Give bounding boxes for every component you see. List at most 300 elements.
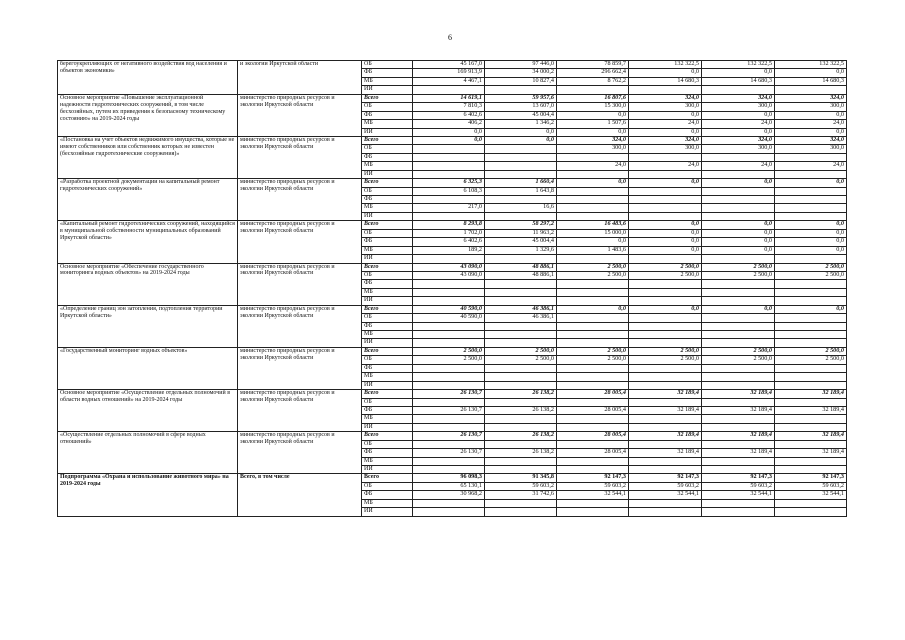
- amount-cell: [557, 440, 629, 448]
- amount-cell: [629, 364, 702, 372]
- amount-cell: 59 603,2: [557, 482, 629, 490]
- budget-table: [57, 60, 847, 517]
- funding-source-cell: ФБ: [362, 280, 413, 288]
- amount-cell: [413, 423, 485, 431]
- amount-cell: 0,0: [775, 229, 847, 237]
- funding-source-cell: ОБ: [362, 103, 413, 111]
- amount-cell: [702, 381, 775, 389]
- amount-cell: 6 402,6: [413, 238, 485, 246]
- activity-name-cell: «Разработка проектной документации на капитальный ремонт гидротехнических сооружений»: [58, 179, 238, 221]
- amount-cell: 0,0: [775, 238, 847, 246]
- funding-source-cell: ОБ: [362, 187, 413, 195]
- amount-cell: 189,2: [413, 246, 485, 254]
- amount-cell: [702, 466, 775, 474]
- amount-cell: 26 138,2: [485, 406, 557, 414]
- funding-source-cell: ФБ: [362, 111, 413, 119]
- amount-cell: [702, 499, 775, 507]
- amount-cell: [557, 297, 629, 305]
- amount-cell: 0,0: [557, 179, 629, 187]
- amount-cell: [485, 466, 557, 474]
- amount-cell: [775, 204, 847, 212]
- amount-cell: 32 189,4: [775, 406, 847, 414]
- table-row: [58, 61, 847, 69]
- amount-cell: 92 147,3: [557, 474, 629, 482]
- amount-cell: [629, 204, 702, 212]
- amount-cell: [485, 145, 557, 153]
- amount-cell: [413, 170, 485, 178]
- amount-cell: 48 886,1: [485, 263, 557, 271]
- amount-cell: [702, 440, 775, 448]
- amount-cell: 300,0: [629, 145, 702, 153]
- funding-source-cell: ФБ: [362, 449, 413, 457]
- amount-cell: 0,0: [629, 179, 702, 187]
- table-row: [58, 390, 847, 398]
- amount-cell: [702, 288, 775, 296]
- amount-cell: 0,0: [702, 221, 775, 229]
- amount-cell: [557, 196, 629, 204]
- amount-cell: [485, 499, 557, 507]
- amount-cell: [629, 457, 702, 465]
- amount-cell: [413, 297, 485, 305]
- amount-cell: 2 500,0: [557, 263, 629, 271]
- amount-cell: [413, 440, 485, 448]
- amount-cell: [775, 297, 847, 305]
- amount-cell: [629, 288, 702, 296]
- amount-cell: 32 189,4: [702, 406, 775, 414]
- amount-cell: [629, 212, 702, 220]
- amount-cell: 296 662,4: [557, 69, 629, 77]
- amount-cell: 6 108,3: [413, 187, 485, 195]
- amount-cell: [413, 255, 485, 263]
- funding-source-cell: МБ: [362, 77, 413, 85]
- amount-cell: [702, 423, 775, 431]
- amount-cell: 26 130,7: [413, 390, 485, 398]
- amount-cell: [485, 297, 557, 305]
- amount-cell: 40 590,0: [413, 314, 485, 322]
- amount-cell: [702, 212, 775, 220]
- amount-cell: 2 500,0: [629, 263, 702, 271]
- activity-name-cell: Основное мероприятие «Повышение эксплуатационной надежности гидротехнических сооружений, в том числе бесхозяйных, путем их приведения к безопасному техническому состоянию» на 2019-2024 годы: [58, 94, 238, 136]
- amount-cell: [485, 288, 557, 296]
- amount-cell: 13 607,0: [485, 103, 557, 111]
- funding-source-cell: ИИ: [362, 381, 413, 389]
- amount-cell: 0,0: [775, 246, 847, 254]
- amount-cell: 0,0: [629, 246, 702, 254]
- executor-cell: министерство природных ресурсов и экологии Иркутской области: [238, 136, 362, 178]
- amount-cell: [629, 322, 702, 330]
- amount-cell: 26 138,2: [485, 449, 557, 457]
- table-row: [58, 347, 847, 355]
- funding-source-cell: ИИ: [362, 170, 413, 178]
- amount-cell: [702, 153, 775, 161]
- page-number: 6: [448, 33, 452, 42]
- amount-cell: [775, 187, 847, 195]
- amount-cell: [557, 499, 629, 507]
- table-row: [58, 136, 847, 144]
- amount-cell: 324,0: [557, 136, 629, 144]
- funding-source-cell: ИИ: [362, 339, 413, 347]
- amount-cell: [702, 280, 775, 288]
- executor-cell: министерство природных ресурсов и экологии Иркутской области: [238, 94, 362, 136]
- amount-cell: [775, 86, 847, 94]
- amount-cell: [485, 381, 557, 389]
- funding-source-cell: ФБ: [362, 238, 413, 246]
- amount-cell: [775, 212, 847, 220]
- amount-cell: [702, 373, 775, 381]
- funding-source-cell: Всего: [362, 474, 413, 482]
- amount-cell: [775, 339, 847, 347]
- amount-cell: [775, 423, 847, 431]
- amount-cell: 324,0: [702, 94, 775, 102]
- amount-cell: [702, 196, 775, 204]
- table-row: [58, 474, 847, 482]
- amount-cell: 32 544,1: [775, 491, 847, 499]
- funding-source-cell: ОБ: [362, 482, 413, 490]
- activity-name-cell: «Государственный мониторинг водных объектов»: [58, 347, 238, 389]
- amount-cell: 28 005,4: [557, 390, 629, 398]
- amount-cell: [557, 364, 629, 372]
- amount-cell: [702, 187, 775, 195]
- amount-cell: [629, 297, 702, 305]
- amount-cell: [775, 153, 847, 161]
- amount-cell: 26 130,7: [413, 432, 485, 440]
- amount-cell: 92 147,3: [702, 474, 775, 482]
- amount-cell: 92 147,3: [629, 474, 702, 482]
- amount-cell: 14 680,3: [775, 77, 847, 85]
- funding-source-cell: Всего: [362, 432, 413, 440]
- amount-cell: 46 386,1: [485, 314, 557, 322]
- amount-cell: 24,0: [629, 120, 702, 128]
- funding-source-cell: ИИ: [362, 255, 413, 263]
- amount-cell: 1 643,8: [485, 187, 557, 195]
- amount-cell: 300,0: [775, 103, 847, 111]
- amount-cell: 1 702,0: [413, 229, 485, 237]
- amount-cell: 2 500,0: [557, 347, 629, 355]
- amount-cell: [557, 204, 629, 212]
- activity-name-cell: Основное мероприятие «Осуществление отдельных полномочий в области водных отношений» на 2019-2024 годы: [58, 390, 238, 432]
- funding-source-cell: Всего: [362, 305, 413, 313]
- funding-source-cell: ФБ: [362, 196, 413, 204]
- executor-cell: и экологии Иркутской области: [238, 61, 362, 95]
- amount-cell: 16 483,6: [557, 221, 629, 229]
- amount-cell: 0,0: [413, 128, 485, 136]
- amount-cell: 0,0: [629, 229, 702, 237]
- funding-source-cell: ИИ: [362, 86, 413, 94]
- amount-cell: 14 680,3: [702, 77, 775, 85]
- amount-cell: [775, 331, 847, 339]
- amount-cell: [629, 280, 702, 288]
- amount-cell: [557, 86, 629, 94]
- amount-cell: [413, 381, 485, 389]
- amount-cell: 78 859,7: [557, 61, 629, 69]
- amount-cell: [775, 499, 847, 507]
- amount-cell: 32 189,4: [629, 390, 702, 398]
- amount-cell: 0,0: [485, 128, 557, 136]
- funding-source-cell: ИИ: [362, 508, 413, 516]
- amount-cell: 59 603,2: [775, 482, 847, 490]
- amount-cell: 2 500,0: [775, 347, 847, 355]
- amount-cell: 2 500,0: [629, 271, 702, 279]
- activity-name-cell: Подпрограмма «Охрана и использование животного мира» на 2019-2024 годы: [58, 474, 238, 516]
- amount-cell: [702, 314, 775, 322]
- amount-cell: [485, 364, 557, 372]
- amount-cell: [557, 415, 629, 423]
- amount-cell: [557, 331, 629, 339]
- funding-source-cell: МБ: [362, 288, 413, 296]
- amount-cell: [775, 314, 847, 322]
- amount-cell: [702, 170, 775, 178]
- amount-cell: 26 130,7: [413, 406, 485, 414]
- amount-cell: 2 500,0: [775, 356, 847, 364]
- funding-source-cell: ОБ: [362, 145, 413, 153]
- amount-cell: 2 500,0: [702, 347, 775, 355]
- amount-cell: 32 189,4: [629, 406, 702, 414]
- activity-name-cell: «Осуществление отдельных полномочий в сфере водных отношений»: [58, 432, 238, 474]
- funding-source-cell: ИИ: [362, 466, 413, 474]
- funding-source-cell: ОБ: [362, 440, 413, 448]
- executor-cell: министерство природных ресурсов и экологии Иркутской области: [238, 390, 362, 432]
- amount-cell: [413, 288, 485, 296]
- amount-cell: [413, 457, 485, 465]
- amount-cell: 1 329,6: [485, 246, 557, 254]
- amount-cell: [485, 339, 557, 347]
- amount-cell: 45 167,0: [413, 61, 485, 69]
- amount-cell: [557, 314, 629, 322]
- amount-cell: [702, 339, 775, 347]
- amount-cell: [775, 415, 847, 423]
- amount-cell: 32 189,4: [629, 449, 702, 457]
- amount-cell: [485, 153, 557, 161]
- funding-source-cell: ОБ: [362, 314, 413, 322]
- amount-cell: 24,0: [702, 162, 775, 170]
- amount-cell: 24,0: [557, 162, 629, 170]
- amount-cell: 24,0: [702, 120, 775, 128]
- amount-cell: 0,0: [629, 305, 702, 313]
- amount-cell: 16 807,6: [557, 94, 629, 102]
- amount-cell: [485, 212, 557, 220]
- amount-cell: 24,0: [629, 162, 702, 170]
- amount-cell: 132 322,5: [775, 61, 847, 69]
- amount-cell: 300,0: [557, 145, 629, 153]
- amount-cell: [775, 255, 847, 263]
- amount-cell: [557, 381, 629, 389]
- amount-cell: [775, 364, 847, 372]
- funding-source-cell: Всего: [362, 347, 413, 355]
- executor-cell: министерство природных ресурсов и экологии Иркутской области: [238, 221, 362, 263]
- table-row: [58, 179, 847, 187]
- amount-cell: [557, 423, 629, 431]
- amount-cell: 59 603,2: [629, 482, 702, 490]
- amount-cell: 324,0: [629, 94, 702, 102]
- amount-cell: 300,0: [702, 145, 775, 153]
- amount-cell: 0,0: [702, 238, 775, 246]
- amount-cell: 15 000,0: [557, 229, 629, 237]
- amount-cell: 2 500,0: [775, 263, 847, 271]
- amount-cell: 2 500,0: [629, 347, 702, 355]
- executor-cell: министерство природных ресурсов и экологии Иркутской области: [238, 263, 362, 305]
- amount-cell: [485, 373, 557, 381]
- amount-cell: [413, 331, 485, 339]
- activity-name-cell: берегоукрепляющих от негативного воздействия вод населения и объектов экономики»: [58, 61, 238, 95]
- funding-source-cell: Всего: [362, 179, 413, 187]
- amount-cell: 6 402,6: [413, 111, 485, 119]
- amount-cell: 2 500,0: [557, 271, 629, 279]
- amount-cell: [629, 255, 702, 263]
- funding-source-cell: МБ: [362, 415, 413, 423]
- amount-cell: 2 500,0: [702, 356, 775, 364]
- amount-cell: [775, 398, 847, 406]
- amount-cell: 59 957,6: [485, 94, 557, 102]
- amount-cell: [413, 196, 485, 204]
- amount-cell: 32 544,1: [557, 491, 629, 499]
- amount-cell: 300,0: [629, 103, 702, 111]
- amount-cell: [557, 339, 629, 347]
- amount-cell: 0,0: [629, 69, 702, 77]
- amount-cell: 31 742,6: [485, 491, 557, 499]
- amount-cell: 32 189,4: [775, 432, 847, 440]
- amount-cell: [485, 457, 557, 465]
- amount-cell: [702, 255, 775, 263]
- amount-cell: [629, 423, 702, 431]
- amount-cell: [629, 187, 702, 195]
- amount-cell: [629, 196, 702, 204]
- amount-cell: 32 189,4: [775, 449, 847, 457]
- amount-cell: 26 130,7: [413, 449, 485, 457]
- funding-source-cell: ИИ: [362, 423, 413, 431]
- amount-cell: [775, 466, 847, 474]
- amount-cell: 300,0: [702, 103, 775, 111]
- amount-cell: [629, 331, 702, 339]
- amount-cell: 28 005,4: [557, 432, 629, 440]
- amount-cell: [775, 381, 847, 389]
- activity-name-cell: «Капитальный ремонт гидротехнических сооружений, находящийся в муниципальной собственности муниципальных образований Иркутской области»: [58, 221, 238, 263]
- amount-cell: [775, 322, 847, 330]
- amount-cell: 0,0: [702, 69, 775, 77]
- amount-cell: 0,0: [702, 246, 775, 254]
- amount-cell: 324,0: [702, 136, 775, 144]
- amount-cell: 43 090,0: [413, 263, 485, 271]
- amount-cell: [629, 153, 702, 161]
- amount-cell: [702, 364, 775, 372]
- amount-cell: 16,6: [485, 204, 557, 212]
- funding-source-cell: Всего: [362, 390, 413, 398]
- amount-cell: [557, 508, 629, 516]
- amount-cell: [775, 280, 847, 288]
- amount-cell: [629, 466, 702, 474]
- amount-cell: 0,0: [413, 136, 485, 144]
- amount-cell: [557, 187, 629, 195]
- amount-cell: 40 590,0: [413, 305, 485, 313]
- funding-source-cell: ФБ: [362, 491, 413, 499]
- amount-cell: 2 500,0: [775, 271, 847, 279]
- amount-cell: [629, 170, 702, 178]
- amount-cell: 24,0: [775, 120, 847, 128]
- amount-cell: 132 322,5: [702, 61, 775, 69]
- amount-cell: [413, 145, 485, 153]
- amount-cell: 0,0: [702, 305, 775, 313]
- amount-cell: 45 004,4: [485, 238, 557, 246]
- amount-cell: 300,0: [775, 145, 847, 153]
- amount-cell: [557, 457, 629, 465]
- amount-cell: 32 544,1: [629, 491, 702, 499]
- executor-cell: министерство природных ресурсов и экологии Иркутской области: [238, 305, 362, 347]
- amount-cell: 0,0: [629, 111, 702, 119]
- amount-cell: 0,0: [702, 111, 775, 119]
- amount-cell: [413, 280, 485, 288]
- amount-cell: 8 762,2: [557, 77, 629, 85]
- amount-cell: 30 968,2: [413, 491, 485, 499]
- amount-cell: [702, 204, 775, 212]
- funding-source-cell: ИИ: [362, 212, 413, 220]
- amount-cell: [629, 373, 702, 381]
- amount-cell: [775, 440, 847, 448]
- amount-cell: 0,0: [775, 179, 847, 187]
- amount-cell: [629, 339, 702, 347]
- amount-cell: 324,0: [629, 136, 702, 144]
- amount-cell: 96 098,3: [413, 474, 485, 482]
- amount-cell: 2 500,0: [485, 347, 557, 355]
- amount-cell: 0,0: [702, 128, 775, 136]
- amount-cell: [413, 339, 485, 347]
- amount-cell: 0,0: [629, 221, 702, 229]
- amount-cell: 1 346,2: [485, 120, 557, 128]
- amount-cell: 0,0: [557, 128, 629, 136]
- amount-cell: [557, 153, 629, 161]
- amount-cell: [775, 457, 847, 465]
- amount-cell: 2 500,0: [413, 347, 485, 355]
- amount-cell: 0,0: [775, 128, 847, 136]
- funding-source-cell: МБ: [362, 457, 413, 465]
- amount-cell: 46 386,1: [485, 305, 557, 313]
- executor-cell: министерство природных ресурсов и экологии Иркутской области: [238, 179, 362, 221]
- amount-cell: 132 322,5: [629, 61, 702, 69]
- amount-cell: [629, 508, 702, 516]
- funding-source-cell: МБ: [362, 373, 413, 381]
- amount-cell: [485, 255, 557, 263]
- table-row: [58, 432, 847, 440]
- amount-cell: 14 619,1: [413, 94, 485, 102]
- amount-cell: 0,0: [775, 69, 847, 77]
- activity-name-cell: Основное мероприятие «Обеспечение государственного мониторинга водных объектов» на 2019-2024 годы: [58, 263, 238, 305]
- amount-cell: [775, 288, 847, 296]
- funding-source-cell: ИИ: [362, 128, 413, 136]
- amount-cell: [485, 508, 557, 516]
- amount-cell: 0,0: [485, 136, 557, 144]
- amount-cell: [775, 170, 847, 178]
- amount-cell: 92 147,3: [775, 474, 847, 482]
- table-row: [58, 94, 847, 102]
- amount-cell: [485, 398, 557, 406]
- amount-cell: [702, 508, 775, 516]
- amount-cell: 32 189,4: [775, 390, 847, 398]
- amount-cell: 59 603,2: [485, 482, 557, 490]
- amount-cell: 0,0: [775, 221, 847, 229]
- amount-cell: [413, 508, 485, 516]
- amount-cell: 2 500,0: [557, 356, 629, 364]
- funding-source-cell: ФБ: [362, 69, 413, 77]
- funding-source-cell: МБ: [362, 204, 413, 212]
- amount-cell: 2 500,0: [485, 356, 557, 364]
- amount-cell: [702, 398, 775, 406]
- amount-cell: [413, 415, 485, 423]
- amount-cell: 0,0: [702, 179, 775, 187]
- amount-cell: [557, 212, 629, 220]
- amount-cell: [557, 398, 629, 406]
- amount-cell: 10 827,4: [485, 77, 557, 85]
- table-row: [58, 305, 847, 313]
- funding-source-cell: ОБ: [362, 356, 413, 364]
- amount-cell: 1 507,6: [557, 120, 629, 128]
